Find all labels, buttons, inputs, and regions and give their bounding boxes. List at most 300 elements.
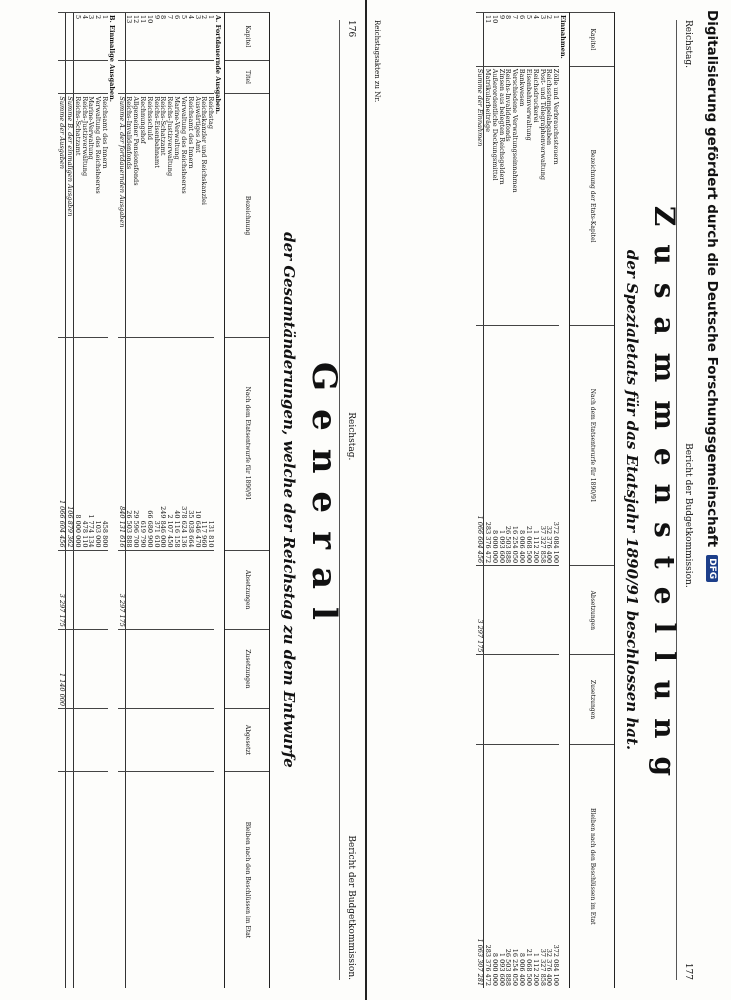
row-value (194, 709, 201, 772)
row-value (180, 629, 187, 708)
row-title-no (58, 60, 65, 94)
row-label: Reichsamt des Innern (187, 94, 194, 337)
row-value: 372 084 100 (552, 744, 559, 988)
row-value (160, 550, 167, 629)
section-heading-row (559, 13, 569, 989)
row-value: 1 093 600 (498, 326, 505, 566)
table-row (125, 13, 132, 989)
row-value (81, 709, 88, 772)
row-value (81, 629, 88, 708)
sum-value (118, 629, 125, 708)
table-row (552, 13, 559, 989)
grand-total-value: 1 140 000 (58, 629, 65, 708)
row-title-no (73, 60, 80, 94)
row-value (153, 550, 160, 629)
right-table-header (570, 13, 615, 989)
row-value: 10 646 470 (194, 337, 201, 550)
row-value (201, 550, 208, 629)
row-value (505, 566, 512, 655)
row-number: 9 (498, 13, 505, 67)
row-label: Post- und Telegraphenverwaltung (539, 66, 546, 326)
row-number (58, 13, 65, 61)
row-value: 26 503 888 (505, 326, 512, 566)
left-table-header (225, 13, 270, 989)
left-page-number: 176 (346, 20, 356, 38)
row-label: Zinsen aus belegten Reichsgeldern (498, 66, 505, 326)
sum-value (66, 629, 74, 708)
row-value (160, 771, 167, 988)
row-value (505, 655, 512, 744)
row-value (132, 771, 139, 988)
column-header: Bleiben nach den Beschlüssen im Etat (225, 771, 270, 988)
row-value: 26 503 888 (505, 744, 512, 988)
sum-row (118, 13, 125, 989)
row-value (167, 550, 174, 629)
row-value (139, 771, 146, 988)
row-title-no (81, 60, 88, 94)
row-value (173, 771, 180, 988)
row-value (139, 550, 146, 629)
row-value (539, 655, 546, 744)
grand-total-row (476, 13, 483, 989)
table-row (153, 13, 160, 989)
row-number: 6 (173, 13, 180, 61)
row-label: Rechnungshof (139, 94, 146, 337)
row-value (153, 771, 160, 988)
left-page-title: General (304, 362, 344, 638)
row-title-no (201, 60, 208, 94)
row-value (518, 566, 525, 655)
row-title-no (88, 60, 95, 94)
row-label: Verschiedene Verwaltungseinnahmen (512, 66, 519, 326)
row-value (207, 709, 214, 772)
row-value (552, 655, 559, 744)
row-label: Verwaltung des Reichsheeres (94, 94, 101, 337)
row-number: 11 (484, 13, 491, 67)
right-page-subtitle: der Spezialetats für das Etatsjahr 1890/91 beschlossen hat. (623, 249, 641, 751)
row-title-no (94, 60, 101, 94)
row-value (132, 629, 139, 708)
grand-total-value: 1 066 604 456 (476, 326, 483, 566)
row-number: 2 (546, 13, 553, 67)
right-page (369, 0, 699, 1000)
table-row (498, 13, 505, 989)
row-value (73, 550, 80, 629)
row-value: 16 254 050 (512, 744, 519, 988)
row-value: 66 680 900 (146, 337, 153, 550)
grand-total-value: 1 066 604 456 (58, 337, 65, 550)
row-value (518, 655, 525, 744)
row-number: 5 (525, 13, 532, 67)
row-number: 12 (132, 13, 139, 61)
right-running-head-left: Reichstag. (683, 20, 693, 69)
section-heading-row (214, 13, 224, 989)
row-title-no (160, 60, 167, 94)
row-value: 372 084 100 (552, 326, 559, 566)
right-data-table (476, 12, 615, 988)
row-value: 1 774 134 (88, 337, 95, 550)
row-title-no (180, 60, 187, 94)
grand-total-label: Summe der Einnahmen (476, 66, 483, 326)
row-number: 4 (187, 13, 194, 61)
row-label: Reichs-Invalidenfonds (505, 66, 512, 326)
row-number: 3 (194, 13, 201, 61)
row-value (552, 566, 559, 655)
table-row (539, 13, 546, 989)
row-value: 619 790 (139, 337, 146, 550)
table-row (180, 13, 187, 989)
row-value: 8 000 000 (491, 326, 498, 566)
row-label: Marine-Verwaltung (173, 94, 180, 337)
row-value (94, 550, 101, 629)
row-number: 10 (491, 13, 498, 67)
row-value (201, 709, 208, 772)
row-label: Reichsschuld (146, 94, 153, 337)
grand-total-value: 3 297 175 (476, 566, 483, 655)
row-value (101, 629, 108, 708)
row-value: 283 376 472 (484, 744, 491, 988)
row-value: 378 624 136 (180, 337, 187, 550)
row-title-no (125, 60, 132, 94)
row-title-no (167, 60, 174, 94)
row-number: 3 (88, 13, 95, 61)
right-page-content (369, 0, 699, 1000)
row-value: 117 960 (201, 337, 208, 550)
row-label: Reichs-Schatzamt (160, 94, 167, 337)
row-value: 458 800 (101, 337, 108, 550)
row-value (180, 771, 187, 988)
row-value: 1 112 200 (532, 744, 539, 988)
table-row (532, 13, 539, 989)
row-value (525, 566, 532, 655)
section-heading: A. Fortdauernde Ausgaben. (214, 13, 224, 989)
row-value (125, 550, 132, 629)
row-value: 371 610 (153, 337, 160, 550)
grand-total-row (58, 13, 65, 989)
row-value (187, 709, 194, 772)
table-row (139, 13, 146, 989)
row-title-no (194, 60, 201, 94)
row-value (101, 771, 108, 988)
table-row (146, 13, 153, 989)
row-number: 8 (160, 13, 167, 61)
row-value (101, 550, 108, 629)
left-data-table (58, 12, 270, 988)
row-value: 1 112 200 (532, 326, 539, 566)
row-label: Reichs-Justizverwaltung (81, 94, 88, 337)
row-value (512, 566, 519, 655)
column-header: Nach dem Etatsentwurfe für 1890/91 (570, 326, 615, 566)
table-row (201, 13, 208, 989)
row-value (187, 771, 194, 988)
row-value: 21 068 500 (525, 744, 532, 988)
left-running-head-left: Reichstag. (346, 412, 356, 461)
row-number: 8 (505, 13, 512, 67)
row-value (167, 629, 174, 708)
left-page-content (0, 0, 362, 1000)
row-number (118, 13, 125, 61)
row-title-no (118, 60, 125, 94)
row-value (539, 566, 546, 655)
row-value (101, 709, 108, 772)
row-label: Reichsdruckerei (532, 66, 539, 326)
row-value (546, 566, 553, 655)
sum-value: 3 297 175 (118, 550, 125, 629)
sum-value: 106 879 362 (66, 337, 74, 550)
table-row (88, 13, 95, 989)
row-label: Reichs-Schatzamt (73, 94, 80, 337)
table-row (101, 13, 108, 989)
row-value (187, 550, 194, 629)
right-footnote: Reichstagsakten zu Nr. (373, 20, 381, 103)
row-value (207, 550, 214, 629)
row-value (167, 709, 174, 772)
row-title-no (146, 60, 153, 94)
sum-value (66, 771, 74, 988)
row-value (160, 629, 167, 708)
row-value (207, 629, 214, 708)
row-value: 16 254 050 (512, 326, 519, 566)
row-title-no (153, 60, 160, 94)
row-value: 1 093 600 (498, 744, 505, 988)
row-value (146, 771, 153, 988)
grand-total-value (58, 709, 65, 772)
grand-total-value (476, 655, 483, 744)
row-value: 8 006 400 (518, 744, 525, 988)
row-title-no (66, 60, 74, 94)
row-value: 26 503 888 (125, 337, 132, 550)
row-value (498, 566, 505, 655)
row-value: 8 006 400 (518, 326, 525, 566)
row-value: 8 000 000 (73, 337, 80, 550)
column-header: Nach dem Etatsentwurfe für 1890/91 (225, 337, 270, 550)
row-value (484, 566, 491, 655)
row-value (180, 709, 187, 772)
row-value (194, 771, 201, 988)
row-value: 37 327 858 (539, 744, 546, 988)
row-value: 2 107 450 (167, 337, 174, 550)
row-value (132, 550, 139, 629)
column-header: Titel (225, 60, 270, 94)
right-page-title: Zusammenstellung (648, 205, 681, 795)
row-number: 2 (94, 13, 101, 61)
left-page (0, 0, 362, 1000)
row-label: Eisenbahnverwaltung (525, 66, 532, 326)
table-row (73, 13, 80, 989)
row-value: 29 596 700 (132, 337, 139, 550)
left-page-subtitle: der Gesamtänderungen, welche der Reichstag zu dem Entwurfe (280, 232, 298, 768)
row-value (81, 771, 88, 988)
row-label: Auswärtiges Amt (194, 94, 201, 337)
table-row (525, 13, 532, 989)
column-header: Zusetzungen (225, 629, 270, 708)
row-value (512, 655, 519, 744)
left-running-head-right: Bericht der Budgetkommission. (346, 835, 356, 980)
row-number (66, 13, 74, 61)
row-value (88, 629, 95, 708)
row-value (167, 771, 174, 988)
row-value (180, 550, 187, 629)
row-label: Matrikularbeiträge (484, 66, 491, 326)
row-value (88, 709, 95, 772)
sum-value (66, 709, 74, 772)
row-label: Reichsamt des Innern (101, 94, 108, 337)
row-label: Marine-Verwaltung (88, 94, 95, 337)
row-value (73, 629, 80, 708)
row-value (94, 709, 101, 772)
row-number: 7 (512, 13, 519, 67)
row-label: Außerordentliche Deckungsmittel (491, 66, 498, 326)
row-value (173, 709, 180, 772)
row-value (73, 709, 80, 772)
page-gutter (365, 0, 367, 1000)
row-label: Verwaltung des Reichsheeres (180, 94, 187, 337)
table-row (187, 13, 194, 989)
sum-value (118, 771, 125, 988)
row-value: 32 376 400 (546, 744, 553, 988)
digitization-band (701, 0, 731, 1000)
row-value: 37 327 858 (539, 326, 546, 566)
row-value: 35 038 664 (187, 337, 194, 550)
row-title-no (101, 60, 108, 94)
table-row (491, 13, 498, 989)
row-number: 6 (518, 13, 525, 67)
sum-row (66, 13, 74, 989)
section-heading: Einnahmen. (559, 13, 569, 989)
row-number: 1 (101, 13, 108, 61)
row-label: Reichsstempelabgaben (546, 66, 553, 326)
row-value: 32 376 400 (546, 326, 553, 566)
grand-total-value: 1 063 307 281 (476, 744, 483, 988)
row-number (476, 13, 483, 67)
row-value (88, 550, 95, 629)
row-label: Allgemeiner Pensionsfonds (132, 94, 139, 337)
row-value: 283 376 472 (484, 326, 491, 566)
right-running-head-right: Bericht der Budgetkommission. (683, 443, 693, 588)
row-value (94, 771, 101, 988)
row-value (201, 771, 208, 988)
row-value (546, 655, 553, 744)
row-value (187, 629, 194, 708)
grand-total-value (58, 771, 65, 988)
row-label: Reichskanzler und Reichskanzlei (201, 94, 208, 337)
row-value (139, 709, 146, 772)
row-label: Reichs-Justizverwaltung (167, 94, 174, 337)
table-row (207, 13, 214, 989)
row-number: 4 (532, 13, 539, 67)
row-value (201, 629, 208, 708)
row-number: 7 (167, 13, 174, 61)
digitization-text: Digitalisierung gefördert durch die Deutsche Forschungsgemeinschaft (704, 10, 720, 548)
row-value (88, 771, 95, 988)
sum-label: Summe B. der einmaligen Ausgaben (66, 94, 74, 337)
table-row (518, 13, 525, 989)
row-label: Reichs-Invalidenfonds (125, 94, 132, 337)
row-value (491, 655, 498, 744)
row-value (153, 629, 160, 708)
row-value (160, 709, 167, 772)
row-value (491, 566, 498, 655)
section-heading-row (108, 13, 118, 989)
row-value (146, 629, 153, 708)
row-value (125, 629, 132, 708)
row-number: 3 (539, 13, 546, 67)
table-row (81, 13, 88, 989)
column-header: Zusetzungen (570, 655, 615, 744)
digitization-note (701, 10, 723, 910)
column-header: Bezeichnung der Etats-Kapitel (570, 66, 615, 326)
row-number: 4 (81, 13, 88, 61)
column-header: Kapitel (225, 13, 270, 61)
row-value (94, 629, 101, 708)
row-value (207, 771, 214, 988)
table-row (94, 13, 101, 989)
right-page-number: 177 (683, 962, 693, 980)
row-number: 1 (552, 13, 559, 67)
row-number: 11 (139, 13, 146, 61)
row-value: 478 110 (81, 337, 88, 550)
row-value (532, 566, 539, 655)
row-value (194, 629, 201, 708)
column-header: Kapitel (570, 13, 615, 67)
row-value (125, 709, 132, 772)
row-value: 249 846 000 (160, 337, 167, 550)
column-header: Bleiben nach den Beschlüssen im Etat (570, 744, 615, 988)
table-row (173, 13, 180, 989)
row-value (146, 550, 153, 629)
row-value: 103 000 (94, 337, 101, 550)
row-number: 5 (180, 13, 187, 61)
row-value (81, 550, 88, 629)
column-header: Absetzungen (570, 566, 615, 655)
table-row (512, 13, 519, 989)
row-label: Bankwesen (518, 66, 525, 326)
row-value: 40 116 158 (173, 337, 180, 550)
row-value (525, 655, 532, 744)
row-value (125, 771, 132, 988)
table-row (484, 13, 491, 989)
row-title-no (173, 60, 180, 94)
row-number: 9 (153, 13, 160, 61)
row-label: Reichstag (207, 94, 214, 337)
row-value: 21 068 500 (525, 326, 532, 566)
row-value (484, 655, 491, 744)
row-number: 5 (73, 13, 80, 61)
row-title-no (187, 60, 194, 94)
column-header: Bezeichnung (225, 94, 270, 337)
row-value (498, 655, 505, 744)
grand-total-value: 3 297 175 (58, 550, 65, 629)
column-header: Abgesetzt (225, 709, 270, 772)
row-value (173, 550, 180, 629)
row-title-no (132, 60, 139, 94)
column-header: Absetzungen (225, 550, 270, 629)
row-number: 1 (207, 13, 214, 61)
row-number: 2 (201, 13, 208, 61)
row-value: 131 810 (207, 337, 214, 550)
sum-value (66, 550, 74, 629)
row-value: 8 000 000 (491, 744, 498, 988)
row-value (153, 709, 160, 772)
row-value (146, 709, 153, 772)
grand-total-label: Summe der Ausgaben (58, 94, 65, 337)
row-label: Reichs-Eisenbahnamt (153, 94, 160, 337)
table-row (167, 13, 174, 989)
row-value (139, 629, 146, 708)
table-row (132, 13, 139, 989)
section-heading: B. Einmalige Ausgaben. (108, 13, 118, 989)
row-title-no (139, 60, 146, 94)
